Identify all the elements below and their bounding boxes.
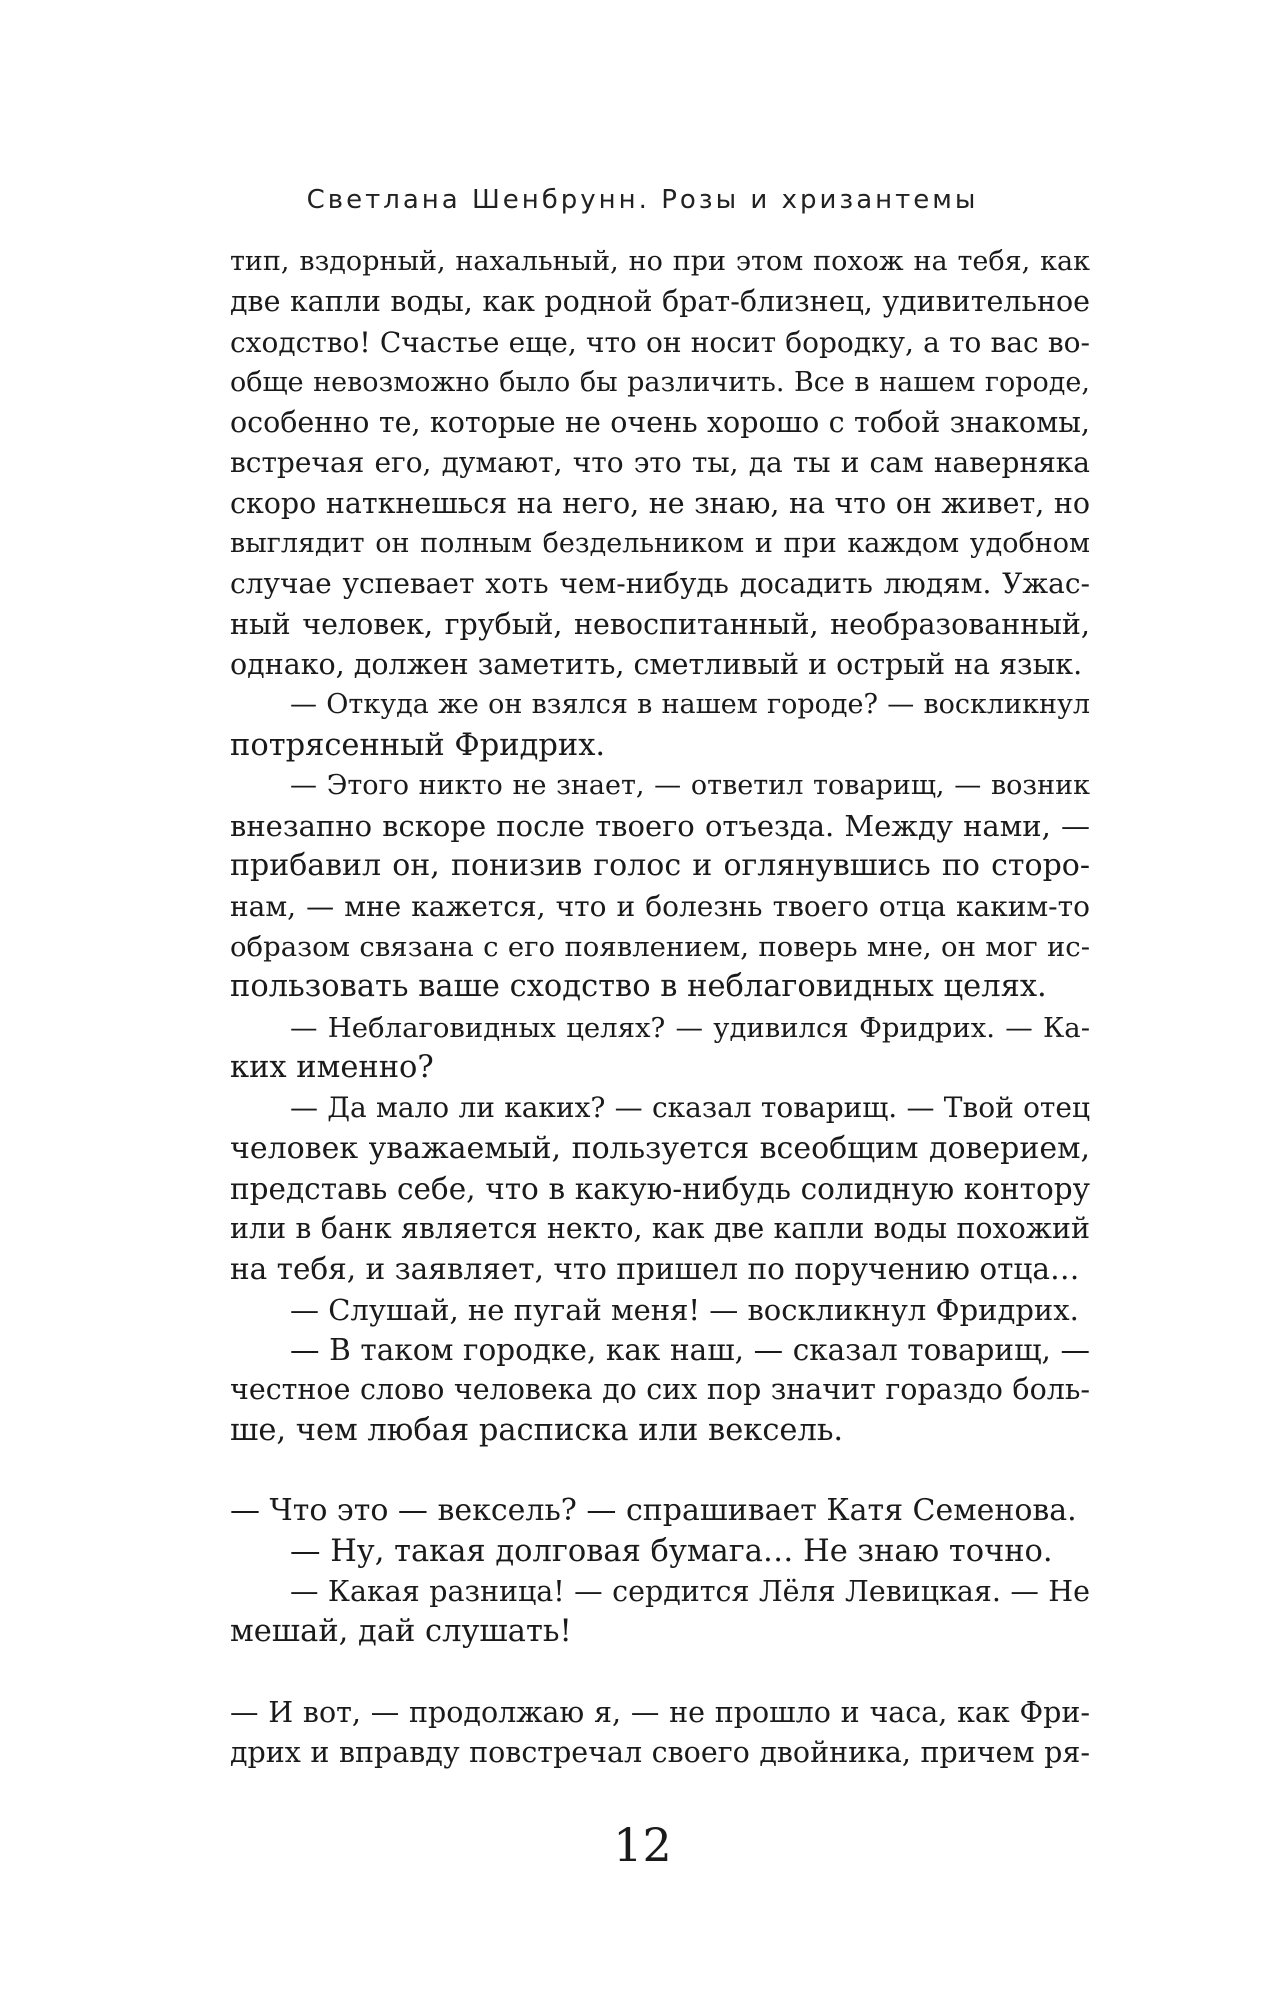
text-line: или в банк является некто, как две капли воды похожий xyxy=(230,1212,1090,1246)
text-line: на тебя, и заявляет, что пришел по поручению отца… xyxy=(230,1252,1080,1287)
text-line: однако, должен заметить, сметливый и острый на язык. xyxy=(230,647,1083,681)
text-line: — Что это — вексель? — спрашивает Катя Семенова. xyxy=(230,1493,1077,1529)
text-line: честное слово человека до сих пор значит гораздо боль- xyxy=(230,1373,1090,1407)
text-line: ше, чем любая расписка или вексель. xyxy=(230,1412,844,1448)
text-line: нам, — мне кажется, что и болезнь твоего отца каким-то xyxy=(230,889,1090,923)
text-line: дрих и вправду повстречал своего двойника, причем ря- xyxy=(230,1735,1090,1769)
text-line: две капли воды, как родной брат-близнец, удивительное xyxy=(230,285,1090,319)
text-line: ких именно? xyxy=(230,1049,434,1085)
text-line: выглядит он полным бездельником и при каждом удобном xyxy=(230,528,1090,560)
text-line: потрясенный Фридрих. xyxy=(230,727,606,763)
text-line: пользовать ваше сходство в неблаговидных целях. xyxy=(230,969,1047,1005)
text-line: обще невозможно было бы различить. Все в нашем городе, xyxy=(230,366,1090,398)
text-line: внезапно вскоре после твоего отъезда. Между нами, — xyxy=(230,809,1090,844)
text-line: человек уважаемый, пользуется всеобщим доверием, xyxy=(230,1130,1090,1166)
text-line: представь себе, что в какую-нибудь солидную контору xyxy=(230,1171,1090,1206)
text-line: — Неблаговидных целях? — удивился Фридрих. — Ка- xyxy=(290,1011,1090,1044)
paragraph-gap xyxy=(230,1451,1090,1491)
text-line: — В таком городке, как наш, — сказал товарищ, — xyxy=(290,1333,1090,1368)
text-line: прибавил он, понизив голос и оглянувшись по сторо- xyxy=(230,848,1090,884)
body-text xyxy=(230,242,1090,1773)
page-number: 12 xyxy=(613,1818,672,1872)
text-line: — Да мало ли каких? — сказал товарищ. — Твой отец xyxy=(290,1091,1090,1125)
text-line: сходство! Счастье еще, что он носит бородку, а то вас во- xyxy=(230,325,1090,359)
text-line: мешай, дай слушать! xyxy=(230,1614,572,1650)
text-line: — Откуда же он взялся в нашем городе? — воскликнул xyxy=(290,689,1090,721)
paragraph-gap xyxy=(230,1652,1090,1692)
text-line: образом связана с его появлением, поверь мне, он мог ис- xyxy=(230,931,1090,964)
text-line: встречая его, думают, что это ты, да ты и сам наверняка xyxy=(230,446,1090,480)
text-line: — Слушай, не пугай меня! — воскликнул Фридрих. xyxy=(290,1292,1079,1327)
text-line: случае успевает хоть чем-нибудь досадить людям. Ужас- xyxy=(230,567,1090,601)
text-line: особенно те, которые не очень хорошо с тобой знакомы, xyxy=(230,406,1090,440)
text-line: ный человек, грубый, невоспитанный, необразованный, xyxy=(230,607,1090,641)
text-line: — И вот, — продолжаю я, — не прошло и часа, как Фри- xyxy=(230,1695,1090,1729)
text-line: — Этого никто не знает, — ответил товарищ, — возник xyxy=(290,769,1090,801)
text-line: — Ну, такая долговая бумага… Не знаю точно. xyxy=(290,1533,1053,1569)
text-line: — Какая разница! — сердится Лёля Левицкая. — Не xyxy=(290,1574,1090,1608)
text-line: тип, вздорный, нахальный, но при этом похож на тебя, как xyxy=(230,246,1090,277)
text-line: скоро наткнешься на него, не знаю, на что он живет, но xyxy=(230,486,1090,520)
running-header: Светлана Шенбрунн. Розы и хризантемы xyxy=(306,185,979,215)
